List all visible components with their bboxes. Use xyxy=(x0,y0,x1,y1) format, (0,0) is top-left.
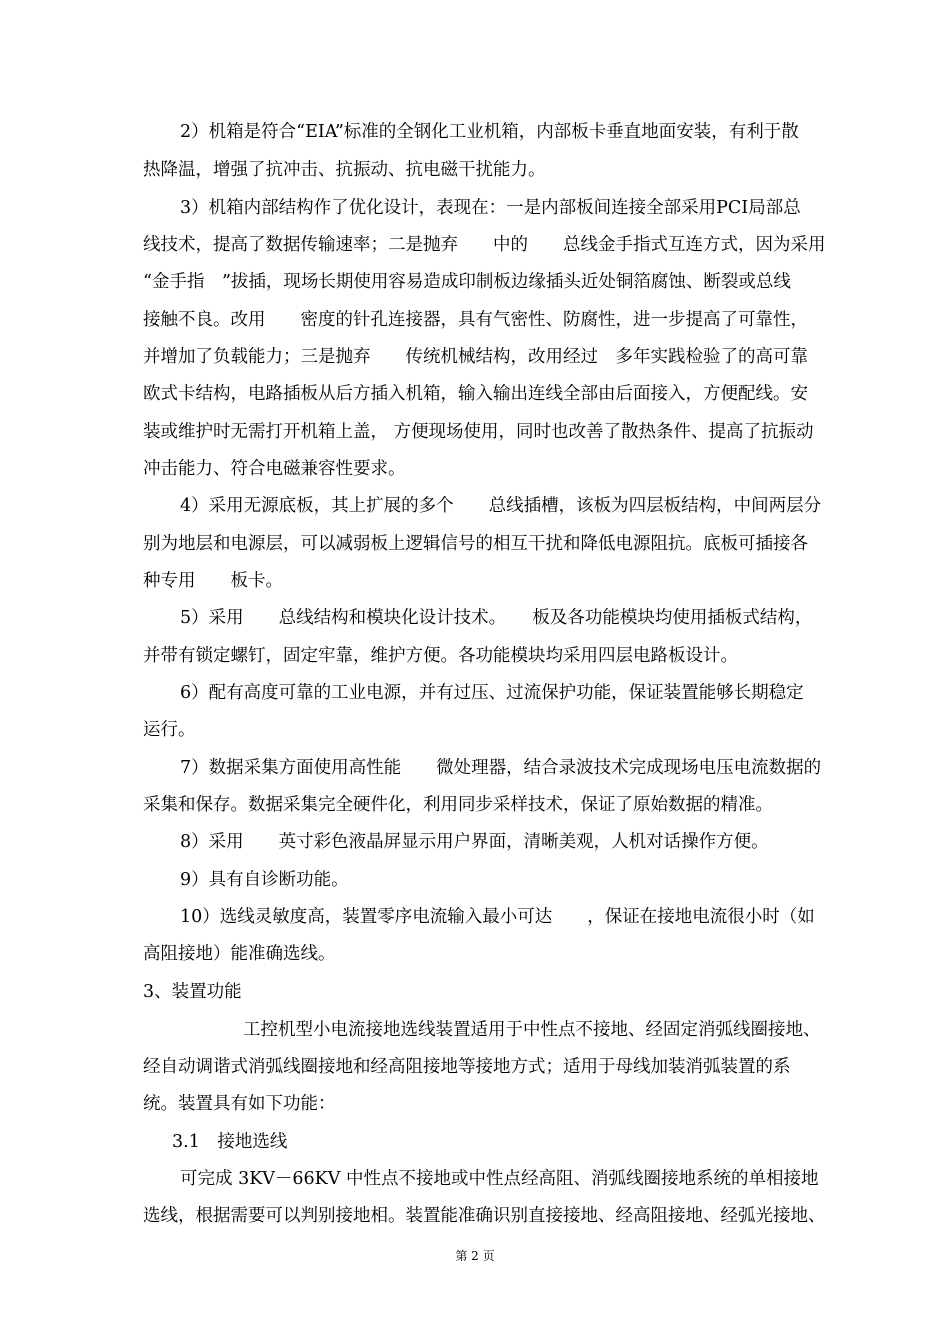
text-line: 线技术，提高了数据传输速率；二是抛弃 中的 总线金手指式互连方式，因为采用 xyxy=(143,235,826,255)
section-heading: 3、装置功能 xyxy=(143,982,242,1002)
text-line: 2）机箱是符合“EIA”标准的全钢化工业机箱，内部板卡垂直地面安装，有利于散 xyxy=(180,122,799,142)
text-line: “金手指 ”拔插，现场长期使用容易造成印制板边缘插头近处铜箔腐蚀、断裂或总线 xyxy=(143,272,791,292)
text-line: 采集和保存。数据采集完全硬件化，利用同步采样技术，保证了原始数据的精准。 xyxy=(143,795,773,815)
text-line: 8）采用 英寸彩色液晶屏显示用户界面，清晰美观，人机对话操作方便。 xyxy=(180,832,769,852)
page-number: 第 2 页 xyxy=(455,1249,495,1263)
text-line: 4）采用无源底板，其上扩展的多个 总线插槽，该板为四层板结构，中间两层分 xyxy=(180,496,822,516)
text-line: 欧式卡结构，电路插板从后方插入机箱，输入输出连线全部由后面接入，方便配线。安 xyxy=(143,384,808,404)
text-line: 别为地层和电源层，可以减弱板上逻辑信号的相互干扰和降低电源阻抗。底板可插接各 xyxy=(143,534,808,554)
text-line: 工控机型小电流接地选线装置适用于中性点不接地、经固定消弧线圈接地、 xyxy=(243,1020,821,1040)
text-line: 6）配有高度可靠的工业电源，并有过压、过流保护功能，保证装置能够长期稳定 xyxy=(180,683,804,703)
text-line: 种专用 板卡。 xyxy=(143,571,283,591)
text-line: 高阻接地）能准确选线。 xyxy=(143,944,336,964)
text-line: 装或维护时无需打开机箱上盖， 方便现场使用，同时也改善了散热条件、提高了抗振动 xyxy=(143,422,814,442)
text-line: 3）机箱内部结构作了优化设计，表现在：一是内部板间连接全部采用PCI局部总 xyxy=(180,198,801,218)
text-line: 经自动调谐式消弧线圈接地和经高阻接地等接地方式；适用于母线加装消弧装置的系 xyxy=(143,1057,791,1077)
text-line: 10）选线灵敏度高，装置零序电流输入最小可达 ，保证在接地电流很小时（如 xyxy=(180,907,815,927)
text-line: 接触不良。改用 密度的针孔连接器，具有气密性、防腐性，进一步提高了可靠性， xyxy=(143,310,808,330)
text-line: 并带有锁定螺钉，固定牢靠，维护方便。各功能模块均采用四层电路板设计。 xyxy=(143,646,738,666)
text-line: 可完成 3KV－66KV 中性点不接地或中性点经高阻、消弧线圈接地系统的单相接地 xyxy=(180,1169,819,1189)
text-line: 5）采用 总线结构和模块化设计技术。 板及各功能模块均使用插板式结构， xyxy=(180,608,813,628)
text-line: 冲击能力、符合电磁兼容性要求。 xyxy=(143,459,406,479)
subsection-heading: 3.1 接地选线 xyxy=(172,1132,288,1152)
text-line: 选线，根据需要可以判别接地相。装置能准确识别直接接地、经高阻接地、经弧光接地、 xyxy=(143,1206,826,1226)
text-line: 并增加了负载能力；三是抛弃 传统机械结构，改用经过 多年实践检验了的高可靠 xyxy=(143,347,808,367)
text-line: 7）数据采集方面使用高性能 微处理器，结合录波技术完成现场电压电流数据的 xyxy=(180,758,822,778)
text-line: 热降温，增强了抗冲击、抗振动、抗电磁干扰能力。 xyxy=(143,160,546,180)
text-line: 9）具有自诊断功能。 xyxy=(180,870,349,890)
text-line: 统。装置具有如下功能： xyxy=(143,1094,336,1114)
text-line: 运行。 xyxy=(143,720,196,740)
